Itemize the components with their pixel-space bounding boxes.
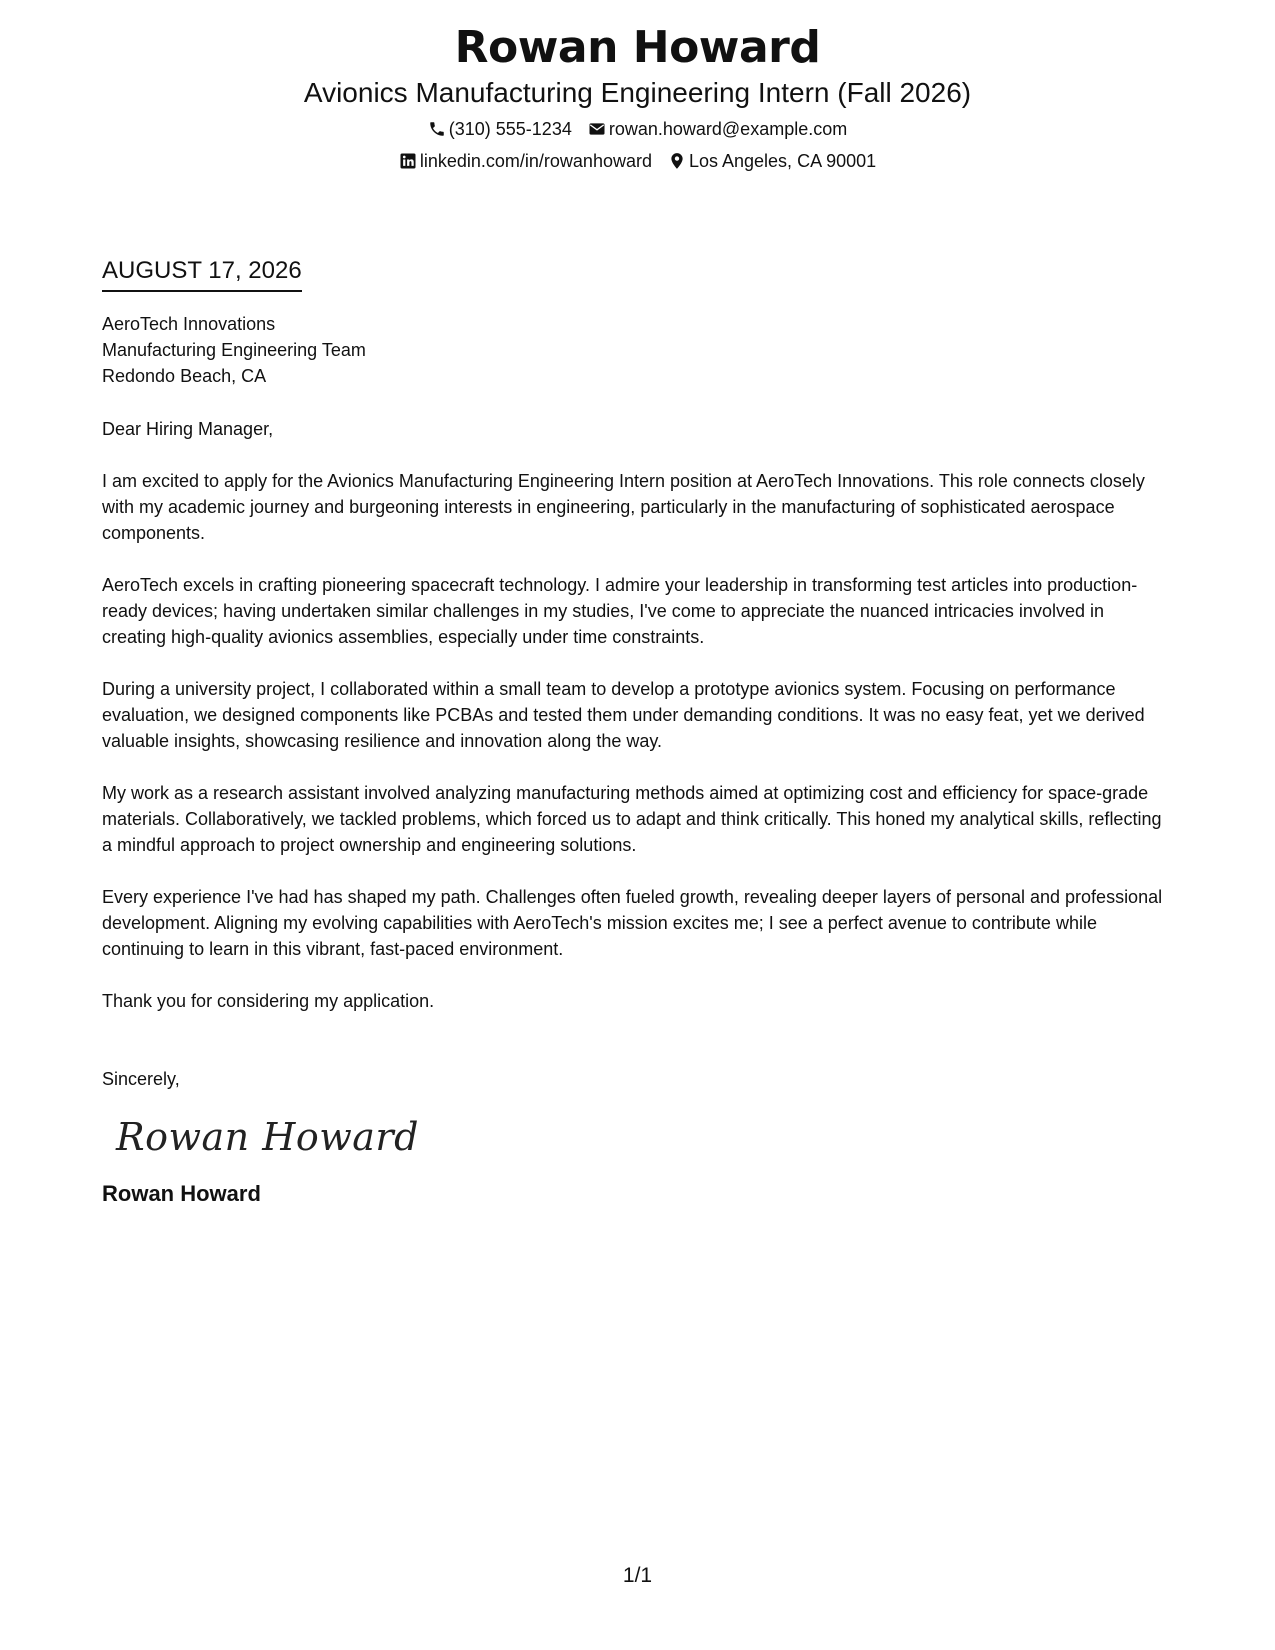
paragraph-6: Thank you for considering my application. bbox=[102, 991, 435, 1011]
letter-body bbox=[102, 256, 1172, 1208]
linkedin-icon bbox=[399, 152, 417, 170]
paragraph-2: AeroTech excels in crafting pioneering spacecraft technology. I admire your leadership in transforming test articles into production-ready devices; having undertaken similar challenges in my studies, I've come to appreciate the nuanced intricacies involved in creating high-quality avionics assemblies, especially under time constraints. bbox=[102, 575, 1138, 647]
signer-name: Rowan Howard bbox=[102, 1181, 261, 1206]
map-pin-icon bbox=[668, 152, 686, 170]
envelope-icon bbox=[588, 120, 606, 138]
contact-email[interactable] bbox=[588, 118, 847, 140]
letter-header bbox=[0, 22, 1275, 172]
email-text[interactable]: rowan.howard@example.com bbox=[608, 119, 848, 139]
applicant-name: Rowan Howard bbox=[454, 22, 821, 73]
closing: Sincerely, bbox=[102, 1069, 180, 1089]
contact-phone bbox=[428, 118, 572, 140]
salutation: Dear Hiring Manager, bbox=[102, 419, 274, 439]
paragraph-3: During a university project, I collaborated within a small team to develop a prototype avionics system. Focusing on performance evaluation, we designed components like PCBAs and tested them under demanding conditions. It was no easy feat, yet we derived valuable insights, showcasing resilience and innovation along the way. bbox=[102, 679, 1145, 751]
page-number: 1/1 bbox=[622, 1564, 653, 1587]
paragraph-1: I am excited to apply for the Avionics Manufacturing Engineering Intern position at AeroTech Innovations. This role connects closely with my academic journey and burgeoning interests in engineering, particularly in the manufacturing of sophisticated aerospace components. bbox=[102, 471, 1145, 543]
contact-linkedin[interactable] bbox=[399, 150, 652, 172]
phone-icon bbox=[428, 120, 446, 138]
linkedin-text[interactable]: linkedin.com/in/rowanhoward bbox=[419, 151, 652, 171]
contact-location bbox=[668, 150, 876, 172]
location-text: Los Angeles, CA 90001 bbox=[688, 151, 877, 171]
handwritten-signature: Rowan Howard bbox=[116, 1115, 419, 1159]
recipient-team: Manufacturing Engineering Team bbox=[102, 340, 366, 360]
paragraph-4: My work as a research assistant involved analyzing manufacturing methods aimed at optimizing cost and efficiency for space-grade materials. Collaboratively, we tackled problems, which forced us to adapt and think critically. This honed my analytical skills, reflecting a mindful approach to project ownership and engineering solutions. bbox=[102, 783, 1162, 855]
recipient-block bbox=[102, 311, 1172, 389]
recipient-location: Redondo Beach, CA bbox=[102, 366, 267, 386]
contact-line-1 bbox=[0, 118, 1275, 140]
phone-text: (310) 555-1234 bbox=[448, 119, 572, 139]
contact-line-2 bbox=[0, 150, 1275, 172]
applicant-role: Avionics Manufacturing Engineering Intern (Fall 2026) bbox=[303, 77, 972, 108]
paragraph-5: Every experience I've had has shaped my path. Challenges often fueled growth, revealing deeper layers of personal and professional development. Aligning my evolving capabilities with AeroTech's mission excites me; I see a perfect avenue to contribute while continuing to learn in this vibrant, fast-paced environment. bbox=[102, 887, 1163, 959]
recipient-company: AeroTech Innovations bbox=[102, 314, 276, 334]
letter-date: AUGUST 17, 2026 bbox=[102, 256, 302, 292]
